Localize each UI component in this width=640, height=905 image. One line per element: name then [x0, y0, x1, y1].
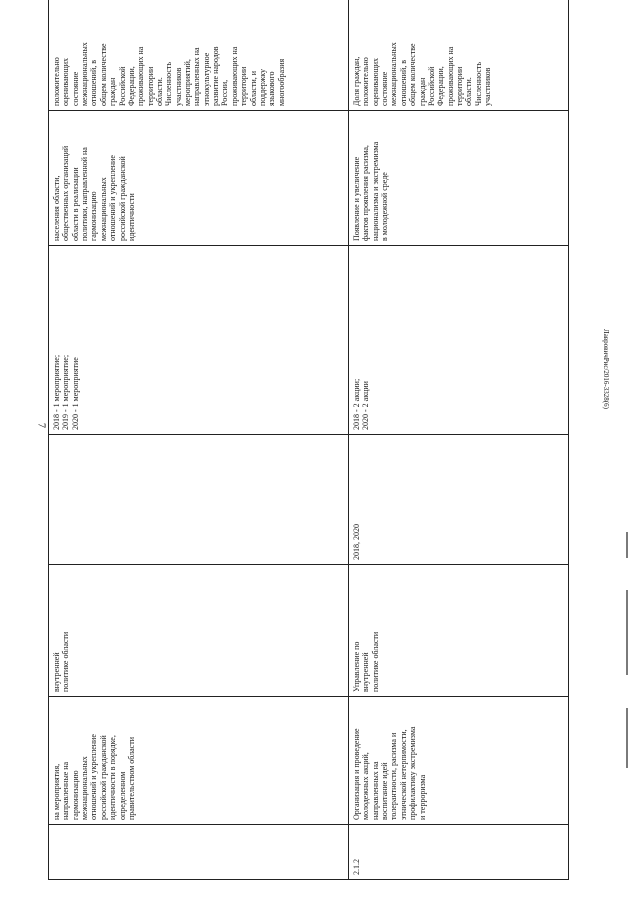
cell-text-line: поддержку: [257, 68, 267, 106]
cell-text-line: области в реализации: [70, 167, 80, 241]
cell-text-line: правительством области: [126, 737, 136, 820]
cell-text-line: 2018 - 2 акции;: [352, 378, 361, 430]
cell-text-line: Доля граждан,: [352, 56, 361, 106]
cell-text-line: оценивающих: [61, 57, 71, 106]
cell-text-line: определенном: [117, 771, 127, 820]
cell-quantity: [349, 246, 569, 435]
cell-text-line: Федерации,: [126, 66, 136, 106]
page-number: 7: [35, 423, 47, 428]
rotated-table-container: [48, 42, 568, 880]
cell-text-line: направленных на: [370, 761, 380, 820]
cell-text-line: направленных на: [192, 47, 202, 106]
cell-text-line: гармонизацию: [70, 770, 80, 820]
cell-text-line: межнациональных: [98, 177, 108, 241]
cell-text-line: области.: [464, 77, 474, 106]
cell-executor: [349, 565, 569, 697]
cell-years: 2018, 2020: [349, 435, 569, 565]
cell-text-line: состояние: [380, 71, 390, 106]
cell-text-line: воспитание идей: [380, 762, 390, 820]
cell-text-line: идентичности в порядке,: [108, 735, 118, 820]
scan-edge-line: [626, 532, 628, 558]
cell-executor: [49, 565, 349, 697]
cell-text-line: языкового: [267, 71, 277, 106]
cell-text-line: области.: [154, 77, 164, 106]
cell-text-line: Управление по: [352, 641, 361, 692]
cell-indicator: [349, 0, 569, 111]
cell-text-line: политике области: [61, 631, 71, 692]
cell-text-line: 2019 - 1 мероприятие;: [61, 354, 71, 430]
document-code: ЛавровичРис/2016-3328(6): [602, 329, 610, 409]
cell-indicator: [49, 0, 349, 111]
cell-text-line: Федерации,: [436, 66, 446, 106]
scan-edge-line: [626, 708, 628, 768]
cell-text-line: отношений, в: [89, 59, 99, 106]
cell-event: [349, 697, 569, 825]
cell-text-line: России,: [220, 79, 230, 106]
cell-text-line: 2020 - 2 акции: [361, 381, 371, 430]
cell-text-line: общественных организаций: [61, 145, 71, 241]
cell-text-line: 2020 - 1 мероприятие: [70, 357, 80, 430]
cell-text-line: на мероприятия,: [52, 763, 61, 820]
cell-text-line: российской гражданской: [98, 735, 108, 820]
cell-quantity: [49, 246, 349, 435]
cell-text-line: Численность: [473, 61, 483, 106]
cell-text-line: фактов проявления расизма,: [361, 145, 371, 241]
cell-text-line: территории: [239, 66, 249, 106]
cell-text-line: российской гражданской: [117, 156, 127, 241]
program-measures-table: [48, 0, 569, 880]
cell-text-line: проживающих на: [229, 46, 239, 106]
cell-text-line: внутренней: [361, 652, 371, 692]
cell-text-line: общем количестве: [408, 43, 418, 106]
cell-text-line: политике области: [370, 631, 380, 692]
cell-text-line: участников: [173, 67, 183, 106]
cell-event: [49, 697, 349, 825]
cell-text-line: области, и: [248, 70, 258, 106]
cell-text-line: этнической нетерпимости,: [398, 729, 408, 820]
cell-text-line: участников: [483, 67, 493, 106]
cell-text-line: Появление и увеличение: [352, 156, 361, 241]
cell-text-line: молодежных акций,: [361, 752, 371, 820]
cell-text-line: состояние: [70, 71, 80, 106]
cell-text-line: территории: [145, 66, 155, 106]
cell-text-line: направленные на: [61, 761, 71, 820]
cell-text-line: многообразия: [276, 58, 286, 106]
table-row: [349, 0, 569, 880]
cell-years: [49, 435, 349, 565]
cell-text-line: общем количестве: [98, 43, 108, 106]
cell-text-line: в молодежной среде: [380, 172, 390, 241]
cell-text-line: Российской: [426, 66, 436, 106]
cell-text-line: отношений и укрепление: [108, 155, 118, 241]
cell-text-line: 2018 - 1 мероприятие;: [52, 354, 61, 430]
cell-text-line: развитие народов: [211, 46, 221, 106]
cell-text-line: положительно: [52, 57, 61, 106]
cell-text-line: оценивающих: [370, 57, 380, 106]
cell-text-line: Российской: [117, 66, 127, 106]
cell-text-line: межнациональных: [389, 42, 399, 106]
cell-text-line: межнациональных: [80, 756, 90, 820]
table-row: [49, 0, 349, 880]
cell-text-line: проживающих на: [445, 46, 455, 106]
cell-text-line: граждан: [108, 77, 118, 106]
cell-text-line: политики, направленной на: [80, 147, 90, 241]
cell-text-line: межнациональных: [80, 42, 90, 106]
cell-text-line: профилактику экстремизма: [408, 726, 418, 820]
cell-text-line: проживающих на: [136, 46, 146, 106]
cell-text-line: отношений, в: [398, 59, 408, 106]
cell-number: 2.1.2: [349, 825, 569, 880]
cell-text-line: этнокультурное: [201, 52, 211, 106]
cell-text-line: мероприятий,: [183, 59, 193, 106]
cell-text-line: гармонизацию: [89, 191, 99, 241]
cell-text-line: положительно: [361, 57, 371, 106]
cell-text-line: Численность: [164, 61, 174, 106]
cell-text-line: национализма и экстремизма: [370, 141, 380, 241]
cell-text-line: толерантности, расизма и: [389, 732, 399, 820]
cell-text-line: населения области,: [52, 175, 61, 241]
cell-text-line: отношений и укрепление: [89, 734, 99, 820]
cell-result: [349, 111, 569, 246]
cell-text-line: территории: [454, 66, 464, 106]
cell-text-line: Организация и проведение: [352, 728, 361, 820]
cell-text-line: внутренней: [52, 652, 61, 692]
cell-text-line: и терроризма: [417, 774, 427, 820]
cell-number: [49, 825, 349, 880]
cell-result: [49, 111, 349, 246]
cell-text-line: идентичности: [126, 193, 136, 241]
cell-text-line: граждан: [417, 77, 427, 106]
scan-edge-line: [626, 590, 628, 675]
